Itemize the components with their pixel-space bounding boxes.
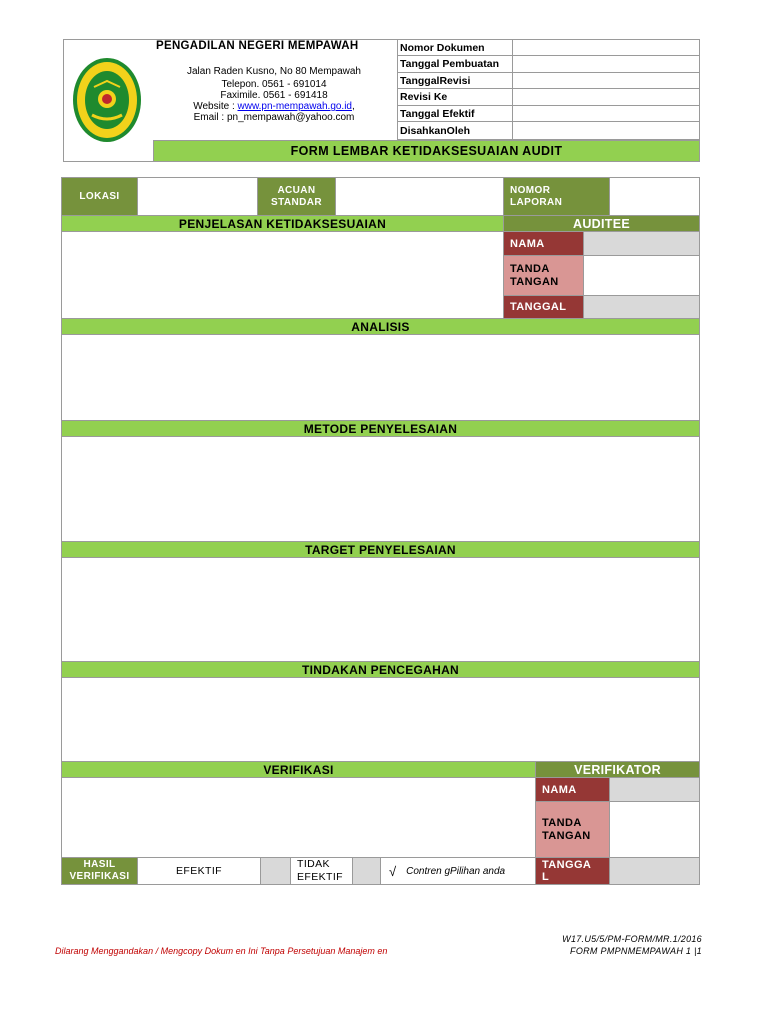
verifikator-signature-box[interactable]: [609, 801, 700, 858]
auditee-nama-input[interactable]: [583, 231, 700, 256]
verifikator-tanggal-label: TANGGA L: [535, 857, 610, 885]
metode-header: METODE PENYELESAIAN: [61, 420, 700, 437]
acuan-standar-input[interactable]: [335, 177, 504, 216]
verifikasi-header: VERIFIKASI: [61, 761, 536, 778]
doc-field-label: DisahkanOleh: [397, 121, 513, 140]
doc-field-label: Tanggal Efektif: [397, 105, 513, 122]
lokasi-label: LOKASI: [61, 177, 138, 216]
doc-field-label: Nomor Dokumen: [397, 39, 513, 56]
auditee-tanggal-input[interactable]: [583, 295, 700, 319]
org-phone: Telepon. 0561 - 691014: [221, 79, 327, 90]
analisis-textarea[interactable]: [61, 334, 700, 421]
auditee-tanggal-label: TANGGAL: [503, 295, 584, 319]
verifikator-tanda-tangan-label: TANDA TANGAN: [535, 801, 610, 858]
contreng-note: [380, 857, 536, 885]
target-header: TARGET PENYELESAIAN: [61, 541, 700, 558]
tindakan-textarea[interactable]: [61, 677, 700, 762]
verifikator-nama-label: NAMA: [535, 777, 610, 802]
hasil-verifikasi-label: HASIL VERIFIKASI: [61, 857, 138, 885]
doc-field-value[interactable]: [512, 105, 700, 122]
doc-field-label: Revisi Ke: [397, 88, 513, 106]
website-prefix: Website :: [193, 101, 238, 112]
doc-field-value[interactable]: [512, 39, 700, 56]
penjelasan-textarea[interactable]: [61, 231, 504, 319]
verifikasi-textarea[interactable]: [61, 777, 536, 858]
court-seal-icon: [72, 57, 142, 143]
org-fax: Faximile. 0561 - 691418: [220, 90, 328, 101]
verifikator-nama-input[interactable]: [609, 777, 700, 802]
metode-textarea[interactable]: [61, 436, 700, 542]
doc-field-value[interactable]: [512, 121, 700, 140]
acuan-standar-label: ACUAN STANDAR: [257, 177, 336, 216]
auditee-tanda-tangan-label: TANDA TANGAN: [503, 255, 584, 296]
target-textarea[interactable]: [61, 557, 700, 662]
nomor-laporan-input[interactable]: [609, 177, 700, 216]
penjelasan-header: PENJELASAN KETIDAKSESUAIAN: [61, 215, 504, 232]
doc-info-table: [397, 39, 700, 140]
efektif-checkbox[interactable]: [260, 857, 291, 885]
analisis-header: ANALISIS: [61, 318, 700, 335]
court-logo: [72, 57, 142, 143]
doc-field-label: Tanggal Pembuatan: [397, 55, 513, 73]
auditee-header: AUDITEE: [503, 215, 700, 232]
doc-field-value[interactable]: [512, 88, 700, 106]
org-website-line: [156, 101, 392, 112]
form-title: FORM LEMBAR KETIDAKSESUAIAN AUDIT: [153, 140, 700, 162]
footer-code: W17.U5/5/PM-FORM/MR.1/2016: [562, 934, 702, 944]
lokasi-input[interactable]: [137, 177, 258, 216]
tindakan-header: TINDAKAN PENCEGAHAN: [61, 661, 700, 678]
website-suffix: ,: [352, 101, 355, 112]
auditee-nama-label: NAMA: [503, 231, 584, 256]
org-address: Jalan Raden Kusno, No 80 Mempawah: [187, 66, 361, 77]
tidak-efektif-option[interactable]: TIDAK EFEKTIF: [290, 857, 353, 885]
contreng-text: Contren gPilihan anda: [406, 865, 506, 877]
verifikator-header: VERIFIKATOR: [535, 761, 700, 778]
footer-warning: Dilarang Menggandakan / Mengcopy Dokum en Ini Tanpa Persetujuan Manajem en: [55, 946, 388, 956]
org-email: Email : pn_mempawah@yahoo.com: [193, 112, 355, 123]
website-link[interactable]: www.pn-mempawah.go.id: [237, 101, 352, 112]
doc-field-value[interactable]: [512, 72, 700, 89]
org-name: PENGADILAN NEGERI MEMPAWAH: [156, 40, 359, 52]
auditee-signature-box[interactable]: [583, 255, 700, 296]
doc-field-label: TanggalRevisi: [397, 72, 513, 89]
verifikator-tanggal-input[interactable]: [609, 857, 700, 885]
nomor-laporan-label: NOMOR LAPORAN: [503, 177, 610, 216]
efektif-option[interactable]: EFEKTIF: [137, 857, 261, 885]
doc-field-value[interactable]: [512, 55, 700, 73]
tidak-efektif-checkbox[interactable]: [352, 857, 381, 885]
check-mark-icon: √: [389, 863, 397, 879]
footer-form-page: FORM PMPNMEMPAWAH 1 |1: [570, 946, 702, 956]
